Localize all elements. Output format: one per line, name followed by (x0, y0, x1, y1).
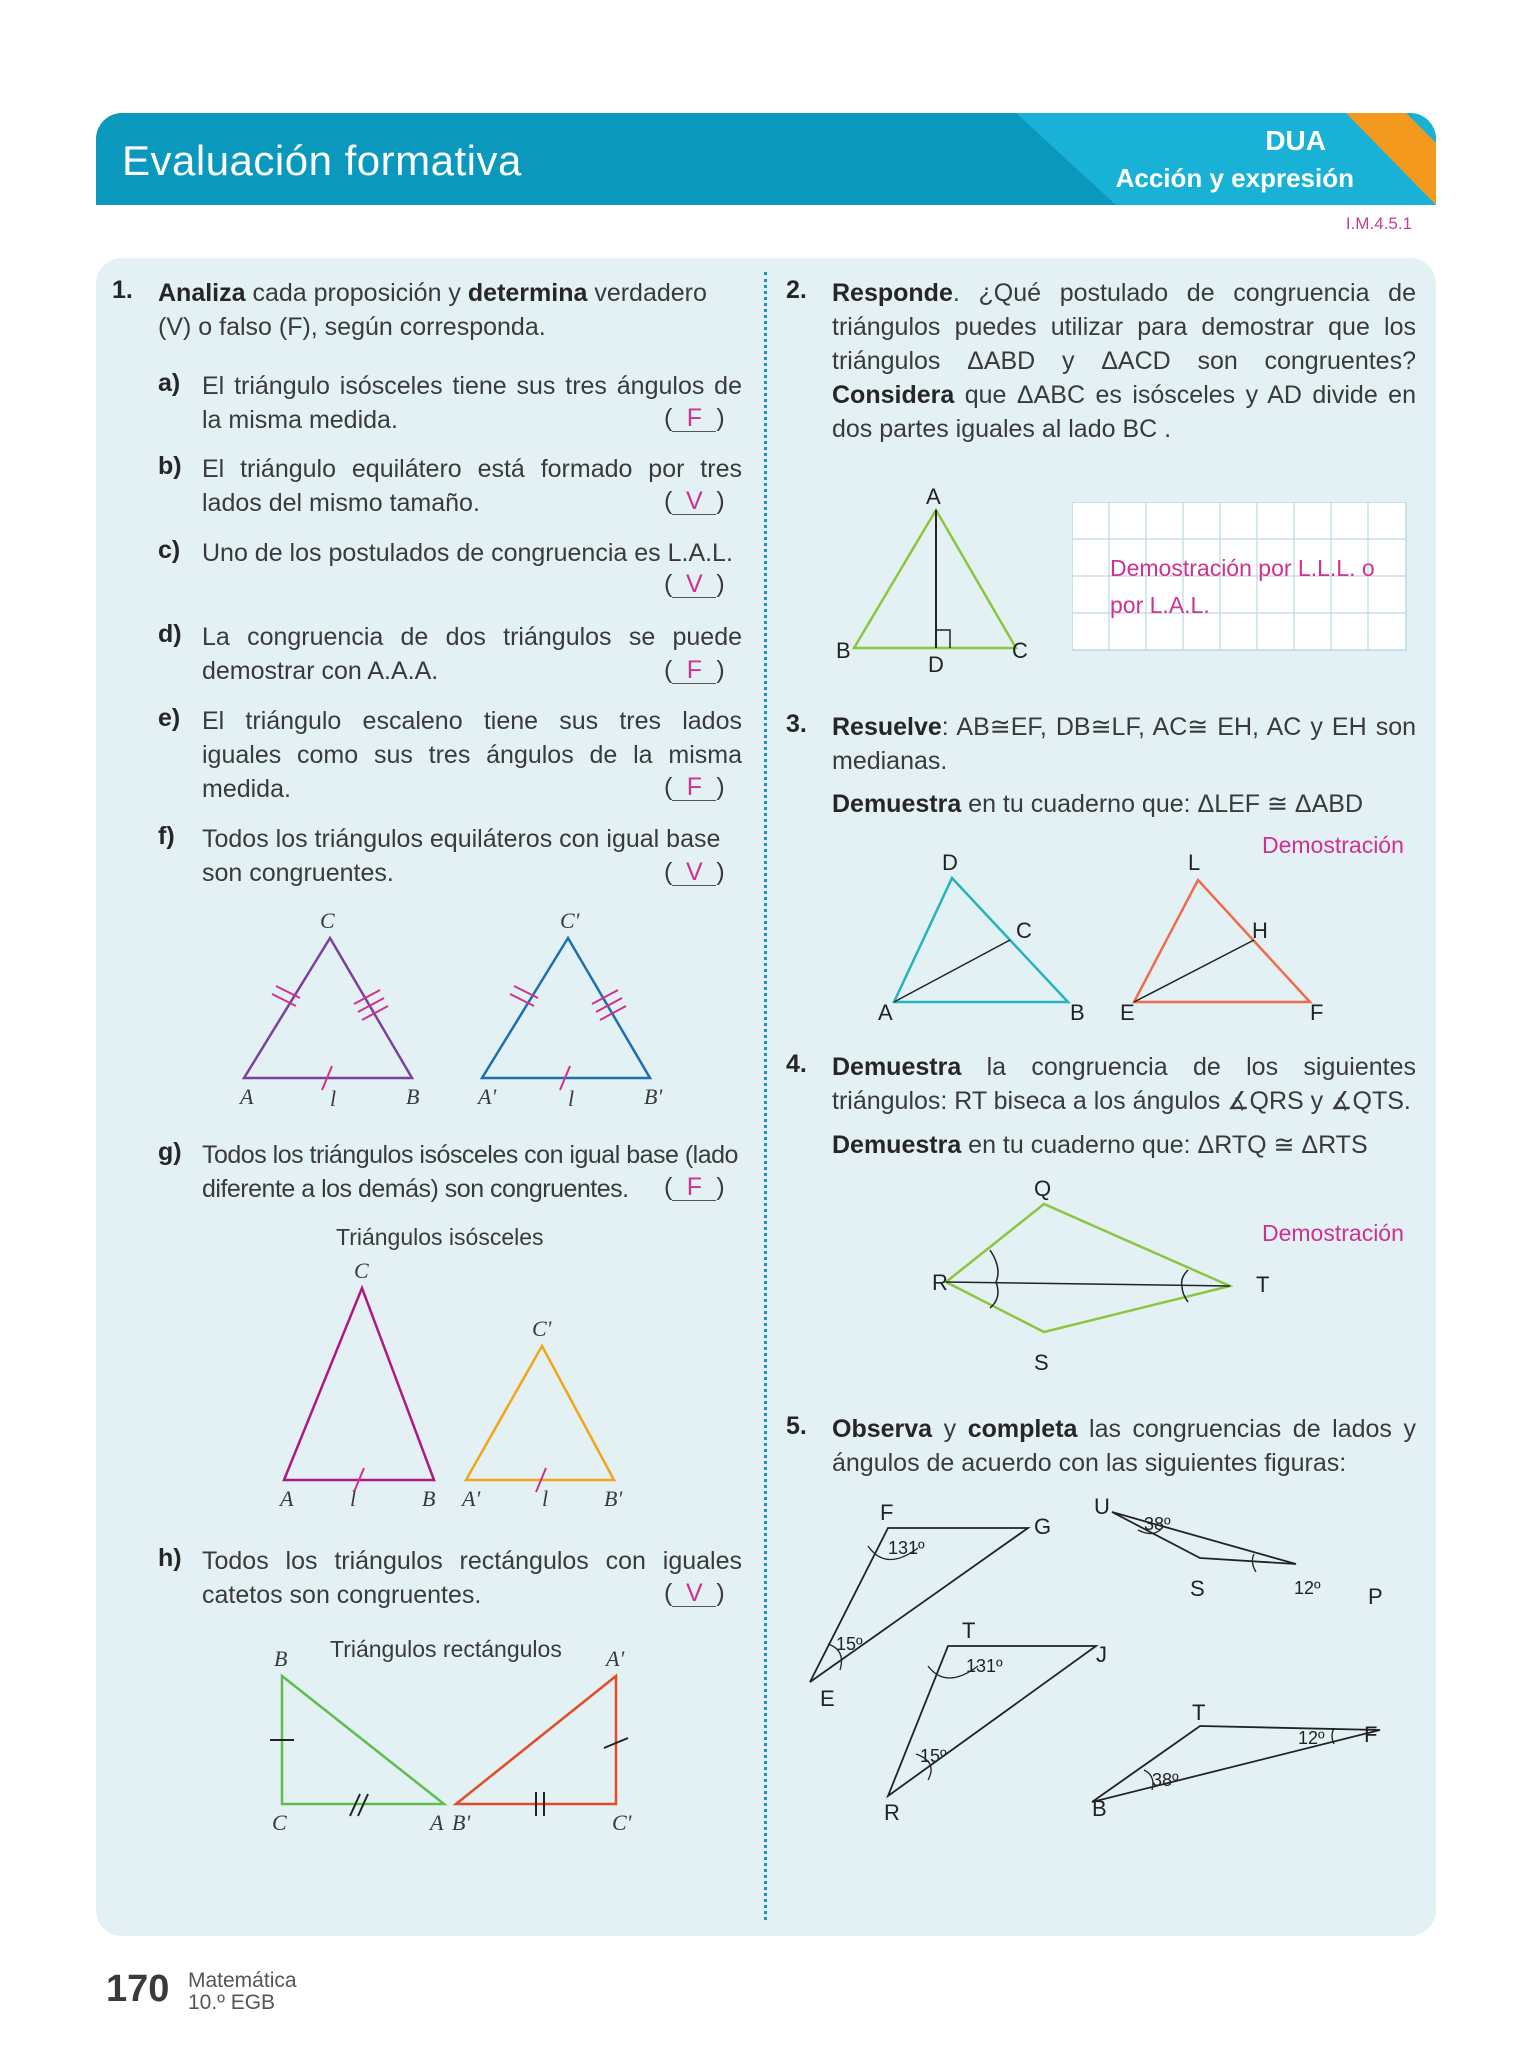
svg-text:A: A (280, 1486, 294, 1511)
q1a-label: a) (158, 369, 181, 397)
svg-text:A: A (926, 484, 941, 509)
svg-text:C: C (1012, 638, 1028, 663)
dua-sublabel: Acción y expresión (1115, 163, 1354, 193)
svg-text:F: F (1364, 1722, 1378, 1747)
svg-text:C: C (272, 1810, 287, 1835)
q1-intro: Analiza cada proposición y determina verdadero (V) o falso (F), según corresponda. (158, 279, 707, 341)
svg-text:B': B' (604, 1486, 623, 1511)
svg-text:C: C (1016, 918, 1032, 943)
section-title: Evaluación formativa (122, 137, 522, 184)
svg-text:B': B' (452, 1810, 471, 1835)
column-divider (764, 272, 767, 1920)
svg-text:C: C (320, 908, 335, 933)
svg-text:l: l (542, 1486, 549, 1511)
caption-right-triangles: Triángulos rectángulos (330, 1636, 562, 1662)
triangle-abc-green (282, 1676, 444, 1804)
equilateral-triangles-figure (230, 900, 690, 1120)
svg-text:U: U (1094, 1494, 1110, 1519)
q1f-answer-value[interactable]: V (672, 859, 716, 886)
svg-text:A: A (430, 1810, 444, 1835)
page-number: 170 (106, 1968, 170, 2010)
q5-number: 5. (786, 1412, 807, 1440)
footer-grade: 10.º EGB (188, 1991, 276, 2014)
triangle-abc-purple (244, 938, 412, 1078)
svg-text:S: S (1034, 1350, 1049, 1375)
svg-text:R: R (884, 1800, 900, 1825)
dua-label: DUA (1265, 125, 1326, 156)
svg-text:A': A' (462, 1486, 481, 1511)
svg-text:15º: 15º (836, 1634, 863, 1654)
svg-text:J: J (1096, 1642, 1107, 1667)
svg-text:T: T (1256, 1272, 1270, 1297)
svg-text:E: E (820, 1686, 835, 1711)
svg-text:P: P (1368, 1584, 1383, 1609)
q1d-answer-value[interactable]: F (672, 657, 716, 684)
svg-text:15º: 15º (920, 1746, 947, 1766)
triangle-usp (1112, 1512, 1296, 1564)
right-triangles-figure (260, 1640, 650, 1840)
q1e-label: e) (158, 704, 181, 732)
q1b-answer[interactable]: ( V ) (664, 487, 725, 515)
svg-text:F: F (880, 1500, 894, 1525)
triangle-a-b-c-prime-blue (482, 938, 650, 1078)
svg-text:B: B (1070, 1000, 1085, 1025)
kite-rqts-figure (920, 1170, 1290, 1390)
q1b-label: b) (158, 452, 182, 480)
q1d-answer[interactable]: ( F ) (664, 656, 725, 684)
q1f-answer[interactable]: ( V ) (664, 858, 725, 886)
q4-text2: Demuestra en tu cuaderno que: ΔRTQ ≅ ΔRTS (832, 1131, 1368, 1159)
triangle-a-b-c-prime-red (456, 1676, 616, 1804)
section-header (96, 113, 1436, 205)
q1d-text: La congruencia de dos triángulos se puede demostrar con A.A.A. (202, 623, 742, 685)
svg-text:F: F (1310, 1000, 1324, 1025)
q1h-answer-value[interactable]: V (672, 1580, 716, 1607)
svg-text:C: C (354, 1260, 369, 1283)
svg-text:A: A (240, 1084, 254, 1109)
svg-text:38º: 38º (1144, 1514, 1171, 1534)
q3-answer[interactable]: Demostración (1262, 832, 1404, 858)
q1f-label: f) (158, 822, 175, 850)
svg-text:D: D (942, 850, 958, 875)
svg-text:12º: 12º (1298, 1728, 1325, 1748)
svg-text:H: H (1252, 918, 1268, 943)
q1b-answer-value[interactable]: V (672, 488, 716, 515)
q1h-answer[interactable]: ( V ) (664, 1579, 725, 1607)
svg-text:B': B' (644, 1084, 663, 1109)
svg-text:A': A' (478, 1084, 497, 1109)
q1f-text: Todos los triángulos equiláteros con igual base son congruentes. (202, 825, 721, 887)
q1d-label: d) (158, 620, 182, 648)
svg-text:131º: 131º (888, 1538, 925, 1558)
svg-text:12º: 12º (1294, 1578, 1321, 1598)
svg-text:l: l (330, 1086, 337, 1111)
svg-text:B: B (1092, 1796, 1107, 1821)
q1a-answer-value[interactable]: F (672, 405, 716, 432)
svg-text:l: l (350, 1486, 357, 1511)
q1b-text: El triángulo equilátero está formado por tres lados del mismo tamaño. (202, 455, 742, 517)
triangle-tbf (1092, 1726, 1380, 1802)
congruence-triangles-figure (800, 1494, 1400, 1834)
svg-text:C': C' (612, 1810, 632, 1835)
q1c-answer[interactable]: ( V ) (664, 570, 725, 598)
q1c-text: Uno de los postulados de congruencia es L.A.L. (202, 539, 733, 567)
q1-number: 1. (112, 276, 133, 304)
isosceles-triangles-figure (270, 1260, 630, 1520)
q4-number: 4. (786, 1050, 807, 1078)
q5-text: Observa y completa las congruencias de lados y ángulos de acuerdo con las siguientes figuras: (832, 1415, 1416, 1477)
svg-text:E: E (1120, 1000, 1135, 1025)
q1c-answer-value[interactable]: V (672, 571, 716, 598)
svg-text:131º: 131º (966, 1656, 1003, 1676)
triangles-abd-lef-figure (870, 842, 1330, 1028)
svg-text:B: B (406, 1084, 420, 1109)
q1e-answer[interactable]: ( F ) (664, 773, 725, 801)
footer-subject (188, 1970, 297, 2014)
indicator-code: I.M.4.5.1 (1345, 214, 1412, 233)
triangle-abc-magenta (284, 1288, 434, 1480)
tick-marks-a-b-c-prime (510, 986, 626, 1090)
q4-answer[interactable]: Demostración (1262, 1220, 1404, 1246)
q1g-answer-value[interactable]: F (672, 1174, 716, 1201)
q2-number: 2. (786, 276, 807, 304)
q1g-text: Todos los triángulos isósceles con igual base (lado diferente a los demás) son congruentes. (202, 1141, 738, 1203)
q1a-text: El triángulo isósceles tiene sus tres ángulos de la misma medida. (202, 372, 742, 434)
q3-number: 3. (786, 710, 807, 738)
svg-text:B: B (274, 1646, 288, 1671)
q1g-label: g) (158, 1138, 182, 1166)
q1c-label: c) (158, 536, 181, 564)
triangle-a-b-c-prime-orange (466, 1346, 614, 1480)
svg-text:l: l (568, 1086, 575, 1111)
svg-text:C': C' (560, 908, 580, 933)
q1a-answer[interactable]: ( F ) (664, 404, 725, 432)
svg-text:T: T (1192, 1700, 1206, 1725)
q1h-text: Todos los triángulos rectángulos con iguales catetos son congruentes. (202, 1547, 742, 1609)
footer-subject-name: Matemática (188, 1969, 297, 1992)
svg-text:T: T (962, 1618, 976, 1643)
q1h-label: h) (158, 1544, 182, 1572)
svg-text:A': A' (606, 1646, 625, 1671)
svg-text:B: B (422, 1486, 436, 1511)
svg-text:G: G (1034, 1514, 1052, 1539)
svg-text:S: S (1190, 1576, 1205, 1601)
q3-text: Resuelve: AB≅EF, DB≅LF, AC≅ EH, AC y EH son medianas. (832, 713, 1416, 775)
q3-text2: Demuestra en tu cuaderno que: ΔLEF ≅ ΔABD (832, 790, 1364, 818)
svg-text:D: D (928, 652, 944, 677)
caption-isosceles: Triángulos isósceles (336, 1224, 544, 1250)
svg-text:C': C' (532, 1316, 552, 1341)
svg-text:A: A (878, 1000, 893, 1025)
svg-text:Q: Q (1034, 1176, 1052, 1201)
q4-text: Demuestra la congruencia de los siguientes triángulos: RT biseca a los ángulos ∡QRS y ∡QTS. (832, 1053, 1416, 1115)
svg-text:38º: 38º (1152, 1770, 1179, 1790)
q1e-answer-value[interactable]: F (672, 774, 716, 801)
svg-text:B: B (836, 638, 851, 663)
q2-answer[interactable]: Demostración por L.L.L. o por L.A.L. (1110, 555, 1375, 618)
q1e-text: El triángulo escaleno tiene sus tres lados iguales como sus tres ángulos de la misma medida. (202, 707, 742, 803)
triangle-abc-altitude-figure (836, 484, 1046, 680)
q1g-answer[interactable]: ( F ) (664, 1173, 725, 1201)
svg-text:L: L (1188, 850, 1201, 875)
tick-marks-abc (272, 986, 388, 1090)
q2-text: Responde. ¿Qué postulado de congruencia de triángulos puedes utilizar para demostrar que los triángulos ΔABD y ΔACD son congruentes? Considera que ΔABC es isósceles y AD divide en dos partes iguales al lado BC . (832, 279, 1416, 443)
svg-text:R: R (932, 1270, 948, 1295)
